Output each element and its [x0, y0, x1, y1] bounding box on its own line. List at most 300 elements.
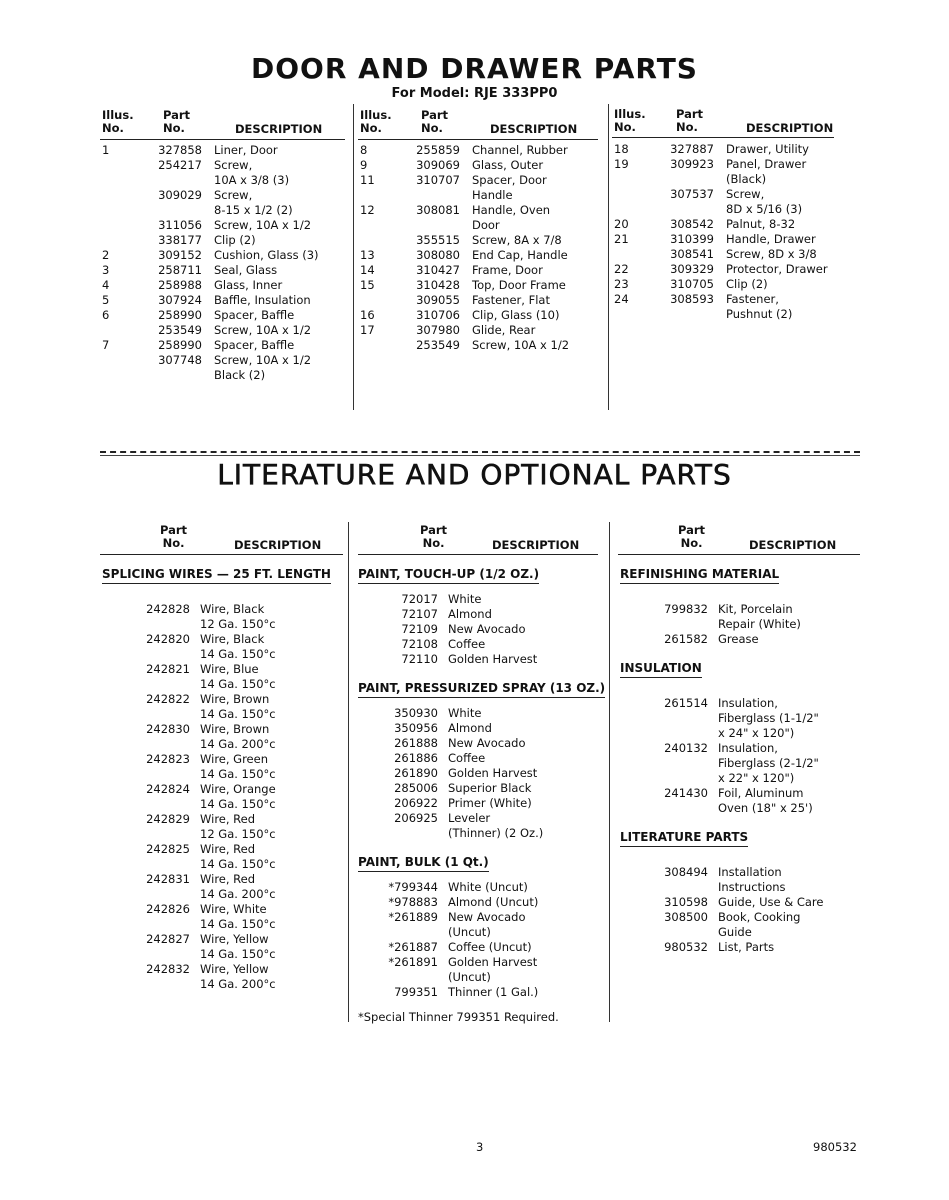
illus-number [102, 188, 150, 218]
header-desc: DESCRIPTION [749, 538, 837, 552]
description-line: Wire, Yellow [200, 932, 269, 946]
column-divider [348, 522, 349, 1022]
part-number: *261891 [388, 955, 438, 969]
parts-row [102, 293, 352, 308]
description-line: Wire, Red [200, 872, 256, 886]
description-line: Spacer, Door [472, 173, 547, 187]
description-line: 14 Ga. 150°c [200, 917, 276, 931]
part-number: 307537 [670, 187, 714, 201]
parts-row [102, 218, 352, 233]
parts-row [620, 696, 860, 741]
description-line: Golden Harvest [448, 652, 538, 666]
parts-row [620, 910, 860, 940]
parts-row [102, 188, 352, 218]
parts-row [358, 622, 603, 637]
illus-number: 12 [360, 203, 375, 217]
part-description [214, 353, 352, 383]
part-number: *799344 [388, 880, 438, 894]
document-number: 980532 [813, 1140, 857, 1154]
description-line: Glide, Rear [472, 323, 536, 337]
part-number: 242825 [146, 842, 190, 856]
description-line: Screw, 10A x 1/2 [214, 323, 312, 337]
description-line: Screw, 8A x 7/8 [472, 233, 562, 247]
description-line: Wire, Black [200, 632, 265, 646]
header-rule [618, 554, 860, 555]
parts-row [102, 662, 342, 692]
parts-row [358, 652, 603, 667]
parts-row [102, 278, 352, 293]
part-number: 308541 [670, 247, 714, 261]
description-line: Top, Door Frame [472, 278, 566, 292]
part-number: 310427 [416, 263, 460, 277]
section-gap [620, 855, 860, 865]
description-line: Golden Harvest [448, 766, 538, 780]
description-line: x 22" x 120") [718, 771, 795, 785]
illus-number [102, 158, 150, 188]
parts-row [358, 721, 603, 736]
part-description [726, 277, 854, 292]
description-line: Clip (2) [214, 233, 256, 247]
literature-column-3 [620, 563, 860, 955]
part-number: 255859 [416, 143, 460, 157]
description-line: Door [472, 218, 500, 232]
header-rule [358, 554, 598, 555]
description-line: 12 Ga. 150°c [200, 827, 276, 841]
parts-row [620, 895, 860, 910]
part-description [472, 308, 605, 323]
illus-number: 3 [102, 263, 110, 277]
part-description [718, 632, 860, 647]
part-description [200, 782, 342, 812]
description-line: Oven (18" x 25') [718, 801, 813, 815]
part-description [200, 602, 342, 632]
description-line: Handle [472, 188, 513, 202]
part-number: 206922 [394, 796, 438, 810]
description-line: Kit, Porcelain [718, 602, 793, 616]
parts-row [102, 233, 352, 248]
part-number: 241430 [664, 786, 708, 800]
illus-number: 23 [614, 277, 629, 291]
part-description [200, 722, 342, 752]
part-description [448, 652, 603, 667]
illus-number: 7 [102, 338, 110, 352]
parts-row [614, 292, 854, 322]
description-line: Almond (Uncut) [448, 895, 539, 909]
parts-row [360, 203, 605, 233]
part-description [448, 955, 603, 985]
header-part-line1: Part [678, 523, 706, 537]
part-number: 242822 [146, 692, 190, 706]
illus-number [102, 323, 150, 338]
part-description [472, 158, 605, 173]
description-line: x 24" x 120") [718, 726, 795, 740]
part-number: 310706 [416, 308, 460, 322]
parts-row [620, 865, 860, 895]
header-part-line1: Part [421, 108, 449, 122]
part-description [448, 985, 603, 1000]
part-description [472, 173, 605, 203]
part-number: 72109 [401, 622, 438, 636]
part-description [214, 293, 352, 308]
part-description [200, 692, 342, 722]
description-line: Fastener, Flat [472, 293, 550, 307]
parts-row [620, 786, 860, 816]
description-line: Screw, 10A x 1/2 [214, 218, 312, 232]
description-line: Handle, Drawer [726, 232, 816, 246]
part-number: 261582 [664, 632, 708, 646]
description-line: Spacer, Baffle [214, 308, 295, 322]
illus-number: 14 [360, 263, 375, 277]
illus-number: 16 [360, 308, 375, 322]
part-description [726, 217, 854, 232]
description-line: Glass, Inner [214, 278, 283, 292]
description-line: End Cap, Handle [472, 248, 568, 262]
description-line: Fiberglass (1-1/2" [718, 711, 819, 725]
door-drawer-column-2 [360, 143, 605, 353]
description-line: Coffee [448, 751, 486, 765]
part-description [448, 910, 603, 940]
illus-number: 24 [614, 292, 629, 306]
part-description [214, 248, 352, 263]
illus-number: 2 [102, 248, 110, 262]
part-description [448, 811, 603, 841]
description-line: Screw, 10A x 1/2 [214, 353, 312, 367]
description-line: Fiberglass (2-1/2" [718, 756, 819, 770]
illus-number [360, 293, 408, 308]
header-illus [360, 109, 392, 135]
description-line: 8D x 5/16 (3) [726, 202, 803, 216]
column-divider [608, 104, 609, 410]
section-gap [620, 592, 860, 602]
illus-number [614, 187, 662, 217]
description-line: 14 Ga. 200°c [200, 737, 276, 751]
part-description [214, 188, 352, 218]
description-line: 14 Ga. 150°c [200, 707, 276, 721]
header-part-line2: No. [162, 536, 185, 550]
part-description [448, 751, 603, 766]
part-description [200, 872, 342, 902]
part-description [472, 278, 605, 293]
illus-number: 4 [102, 278, 110, 292]
part-description [472, 233, 605, 248]
parts-row [102, 902, 342, 932]
part-description [718, 602, 860, 632]
part-description [726, 232, 854, 247]
description-line: Panel, Drawer [726, 157, 807, 171]
parts-row [360, 248, 605, 263]
part-description [448, 721, 603, 736]
part-number: 72108 [401, 637, 438, 651]
section-gap [620, 647, 860, 657]
parts-row [102, 353, 352, 383]
illus-number [102, 233, 150, 248]
part-number: 72107 [401, 607, 438, 621]
literature-column-2 [358, 563, 606, 1025]
part-description [726, 262, 854, 277]
description-line: Thinner (1 Gal.) [448, 985, 539, 999]
parts-row [358, 940, 603, 955]
description-line: Screw, [214, 158, 253, 172]
part-description [718, 910, 860, 940]
part-number: 261890 [394, 766, 438, 780]
part-number: *978883 [388, 895, 438, 909]
part-number: 258990 [158, 338, 202, 352]
parts-row [614, 142, 854, 157]
part-description [472, 143, 605, 158]
header-part-line2: No. [680, 536, 703, 550]
part-description [448, 880, 603, 895]
parts-row [102, 692, 342, 722]
header-rule [100, 139, 345, 140]
parts-row [102, 308, 352, 323]
parts-row [358, 955, 603, 985]
illus-number: 11 [360, 173, 375, 187]
description-line: Wire, Red [200, 842, 256, 856]
parts-row [614, 262, 854, 277]
part-number: 308494 [664, 865, 708, 879]
part-description [448, 736, 603, 751]
description-line: Screw, 8D x 3/8 [726, 247, 817, 261]
part-number: 310598 [664, 895, 708, 909]
section-gap [358, 667, 603, 677]
part-number: 980532 [664, 940, 708, 954]
description-line: White (Uncut) [448, 880, 528, 894]
header-part-line1: Part [160, 523, 188, 537]
part-description [214, 218, 352, 233]
part-description [448, 781, 603, 796]
part-description [472, 323, 605, 338]
part-description [448, 637, 603, 652]
part-description [472, 293, 605, 308]
section-heading: SPLICING WIRES — 25 FT. LENGTH [102, 567, 331, 584]
description-line: Instructions [718, 880, 786, 894]
part-number: 253549 [416, 338, 460, 352]
description-line: Book, Cooking [718, 910, 801, 924]
part-description [214, 158, 352, 188]
description-line: 12 Ga. 150°c [200, 617, 276, 631]
part-number: 242831 [146, 872, 190, 886]
column-divider [609, 522, 610, 1022]
description-line: Baffle, Insulation [214, 293, 311, 307]
parts-row [360, 278, 605, 293]
header-rule [612, 137, 834, 138]
section-heading-wrap [358, 851, 603, 880]
parts-row [360, 338, 605, 353]
part-number: 327887 [670, 142, 714, 156]
section-heading: REFINISHING MATERIAL [620, 567, 779, 584]
description-line: 14 Ga. 150°c [200, 797, 276, 811]
part-number: 308593 [670, 292, 714, 306]
parts-row [358, 607, 603, 622]
illus-number: 6 [102, 308, 110, 322]
part-number: 242823 [146, 752, 190, 766]
part-number: 261888 [394, 736, 438, 750]
part-description [214, 338, 352, 353]
parts-row [614, 247, 854, 262]
part-description [718, 865, 860, 895]
parts-row [102, 602, 342, 632]
part-number: 254217 [158, 158, 202, 172]
part-description [200, 962, 342, 992]
parts-row [620, 741, 860, 786]
section-heading-wrap [620, 563, 860, 592]
part-number: 338177 [158, 233, 202, 247]
part-description [214, 263, 352, 278]
part-description [718, 895, 860, 910]
description-line: 14 Ga. 150°c [200, 767, 276, 781]
part-number: 310399 [670, 232, 714, 246]
part-description [726, 142, 854, 157]
description-line: Handle, Oven [472, 203, 551, 217]
section-heading: PAINT, PRESSURIZED SPRAY (13 OZ.) [358, 681, 605, 698]
illus-number [102, 353, 150, 383]
description-line: 14 Ga. 150°c [200, 947, 276, 961]
part-number: 310705 [670, 277, 714, 291]
part-description [200, 902, 342, 932]
parts-row [358, 910, 603, 940]
section-heading-wrap [620, 657, 860, 686]
section-separator [100, 451, 860, 453]
header-illus-line2: No. [360, 121, 382, 135]
section-heading: INSULATION [620, 661, 702, 678]
description-line: 8-15 x 1/2 (2) [214, 203, 293, 217]
illus-number: 5 [102, 293, 110, 307]
description-line: Wire, Yellow [200, 962, 269, 976]
description-line: Insulation, [718, 696, 778, 710]
header-desc: DESCRIPTION [235, 122, 323, 136]
part-number: 350956 [394, 721, 438, 735]
section-heading-wrap [620, 826, 860, 855]
description-line: Frame, Door [472, 263, 543, 277]
description-line: Drawer, Utility [726, 142, 809, 156]
section-heading-wrap [358, 563, 603, 592]
header-part [421, 109, 448, 135]
part-number: 799351 [394, 985, 438, 999]
section-heading: LITERATURE PARTS [620, 830, 748, 847]
part-number: 242827 [146, 932, 190, 946]
illus-number [614, 247, 662, 262]
part-number: 285006 [394, 781, 438, 795]
part-number: 258988 [158, 278, 202, 292]
illus-number [102, 218, 150, 233]
description-line: (Uncut) [448, 925, 491, 939]
description-line: New Avocado [448, 622, 526, 636]
description-line: Protector, Drawer [726, 262, 828, 276]
description-line: White [448, 706, 482, 720]
description-line: Cushion, Glass (3) [214, 248, 319, 262]
description-line: Installation [718, 865, 782, 879]
description-line: Primer (White) [448, 796, 532, 810]
part-description [200, 812, 342, 842]
part-description [448, 796, 603, 811]
description-line: Guide [718, 925, 752, 939]
description-line: Guide, Use & Care [718, 895, 824, 909]
part-description [200, 752, 342, 782]
parts-row [358, 766, 603, 781]
header-desc: DESCRIPTION [490, 122, 578, 136]
header-part-line2: No. [421, 121, 443, 135]
column-divider [353, 104, 354, 410]
description-line: Screw, [214, 188, 253, 202]
part-number: 242832 [146, 962, 190, 976]
description-line: Screw, [726, 187, 765, 201]
parts-row [360, 143, 605, 158]
header-rule [358, 139, 598, 140]
parts-row [360, 263, 605, 278]
description-line: Almond [448, 607, 492, 621]
part-description [726, 247, 854, 262]
description-line: List, Parts [718, 940, 775, 954]
illus-number: 18 [614, 142, 629, 156]
illus-number: 13 [360, 248, 375, 262]
parts-row [360, 308, 605, 323]
part-description [472, 203, 605, 233]
part-description [214, 278, 352, 293]
parts-row [360, 233, 605, 248]
part-number: 308500 [664, 910, 708, 924]
header-desc: DESCRIPTION [492, 538, 580, 552]
illus-number [360, 338, 408, 353]
part-number: 242830 [146, 722, 190, 736]
part-description [214, 308, 352, 323]
parts-row [614, 157, 854, 187]
header-illus-line1: Illus. [614, 107, 646, 121]
description-line: Insulation, [718, 741, 778, 755]
parts-row [102, 782, 342, 812]
header-part-line2: No. [422, 536, 445, 550]
description-line: Fastener, [726, 292, 779, 306]
parts-row [102, 632, 342, 662]
description-line: Superior Black [448, 781, 532, 795]
part-description [214, 323, 352, 338]
description-line: 14 Ga. 150°c [200, 857, 276, 871]
part-description [448, 895, 603, 910]
description-line: 14 Ga. 150°c [200, 647, 276, 661]
parts-row [102, 962, 342, 992]
part-number: 240132 [664, 741, 708, 755]
parts-row [358, 895, 603, 910]
parts-row [102, 842, 342, 872]
description-line: Wire, Blue [200, 662, 259, 676]
header-illus [614, 108, 646, 134]
description-line: Clip, Glass (10) [472, 308, 560, 322]
description-line: Pushnut (2) [726, 307, 793, 321]
part-number: 242826 [146, 902, 190, 916]
page-number: 3 [476, 1140, 484, 1154]
description-line: New Avocado [448, 910, 526, 924]
parts-row [102, 338, 352, 353]
parts-row [358, 985, 603, 1000]
section-gap [358, 841, 603, 851]
section-title-literature: LITERATURE AND OPTIONAL PARTS [217, 458, 732, 491]
part-number: 72017 [401, 592, 438, 606]
part-number: 242824 [146, 782, 190, 796]
illus-number [360, 233, 408, 248]
part-description [718, 940, 860, 955]
parts-row [358, 811, 603, 841]
part-number: 310707 [416, 173, 460, 187]
parts-row [360, 293, 605, 308]
illus-number: 15 [360, 278, 375, 292]
parts-row [614, 187, 854, 217]
part-number: 258711 [158, 263, 202, 277]
part-number: 309152 [158, 248, 202, 262]
section-separator [100, 455, 860, 456]
header-desc: DESCRIPTION [234, 538, 322, 552]
part-number: 308542 [670, 217, 714, 231]
parts-row [358, 736, 603, 751]
header-part-line1: Part [163, 108, 191, 122]
